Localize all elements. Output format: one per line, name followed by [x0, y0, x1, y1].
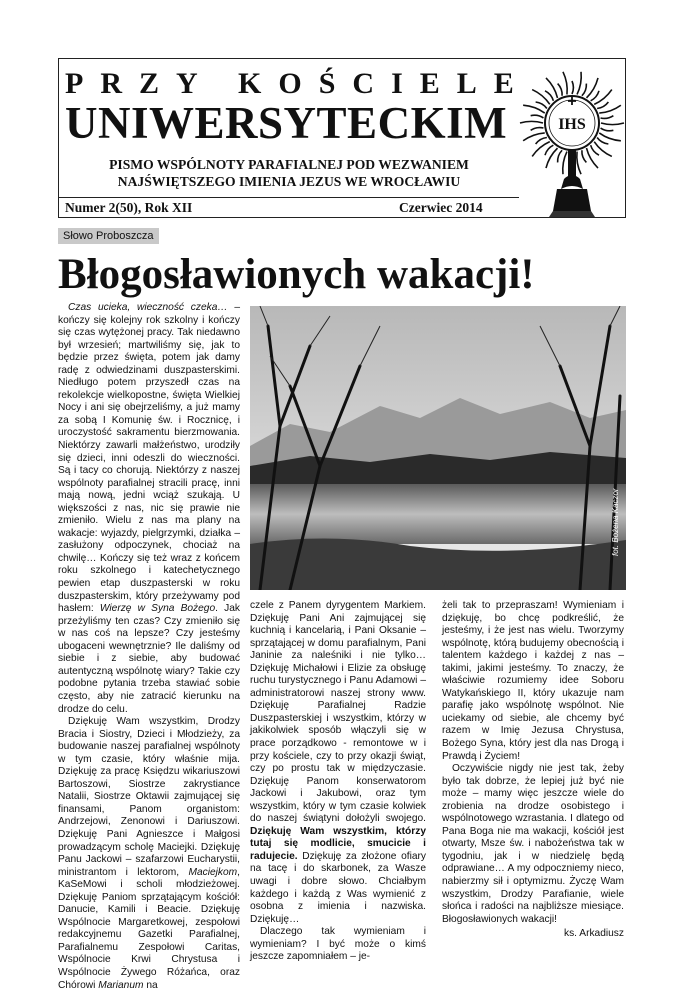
emblem-ray: [597, 138, 608, 145]
article-column-1: [58, 302, 240, 992]
paragraph-1: Czas ucieka, wieczność czeka… – kończy się kolejny rok szkolny i kończy się czas wytężonej pracy. Tak niedawno był wrzesień; martwiliśmy się, jak to będzie przez święta, potem jak damy radę z odwiedzinami duszpasterskimi. Niedługo potem przyszedł czas na rekolekcje wielkopostne, święta Wielkiej Nocy i ani się obejrzeliśmy, a już mamy za sobą I Komunię św. i Rocznicę, i uroczystość sakramentu bierzmowania. Niektórzy zawarli małżeństwo, urodziły się dzieci, inni odeszli do wieczności. Są i tacy co chorują. Niektórzy z naszej wspólnoty parafialnej stracili pracę, inni mają nową, jedni wciąż szukają. U większości z nas, nic się prawie nie zmieniło. Wielu z nas ma plany na wakacje: wyjazdy, pielgrzymki, działka – zasłużony odpoczynek, chociaż na chwilę… Kończy się też wraz z końcem roku szkolnego i katechetycznego pewien etap duszpasterski w roku duszpasterskim, który przeżywamy pod hasłem: Wierzę w Syna Bożego. Jak przeżyliśmy ten czas? Czy zmieniło się w nas coś na lepsze? Czy jesteśmy ubogaceni wewnętrznie? Ile daliśmy od siebie i z siebie, aby budować autentyczną wspólnotę wiary? Takie czy podobne pytania trzeba stawiać sobie często, aby nie zatracić kierunku na drodze do celu.: [58, 302, 241, 715]
emblem-ray: [536, 138, 547, 145]
emblem-ray: [587, 148, 599, 168]
emblem-ray: [594, 90, 612, 105]
emblem-ray: [520, 121, 543, 123]
photo-credit: fot. Bożena Kaczor: [611, 488, 620, 556]
emblem-ray: [577, 152, 581, 175]
paragraph-2: Dziękuję Wam wszystkim, Drodzy Bracia i Siostry, Dzieci i Młodzieży, za budowanie naszej parafialnej wspólnoty w tym czasie, który właśnie mija. Dziękuję za pracę Księdzu wikariuszowi Bartoszowi, Siostrze zakrystiance Natalii, Siostrze Oktawii zajmującej się finansami, Panom organistom: Andrzejowi, Zenonowi i Dariuszowi. Dziękuję Pani Agnieszce i Małgosi prowadzącym scholę Maciejki. Dziękuję Panu Jackowi – szafarzowi Eucharystii, ministrantom i lektorom, Maciejkom, KaSeMowi i scholi młodzieżowej. Dziękuję Paniom sprzątającym kościół: Danucie, Kamili i Beacie. Dziękuję Wspólnocie Margaretkowej, zespołowi redakcyjnemu Gazetki Parafialnej, Parafialnemu Zespołowi Caritas, Wspólnocie Krwi Chrystusa i Wspólnocie Żywego Różańca, oraz Chórowi Marianum na: [58, 716, 240, 991]
signature: ks. Arkadiusz: [563, 928, 624, 940]
masthead-subtitle-2: NAJŚWIĘTSZEGO IMIENIA JEZUS WE WROCŁAWIU: [117, 174, 461, 189]
masthead-line1: PRZY KOŚCIELE: [65, 67, 531, 100]
emblem-ray: [532, 142, 550, 157]
emblem-ray: [558, 84, 562, 96]
article-title: Błogosławionych wakacji!: [58, 251, 535, 298]
emblem-ray: [572, 81, 573, 94]
emblem-monogram: IHS: [558, 116, 586, 133]
emblem-ray: [563, 72, 567, 95]
emblem-ray: [531, 115, 544, 118]
emblem-ray: [523, 105, 545, 113]
emblem-ray: [601, 128, 614, 131]
paragraph-5: żeli tak to przepraszam! Wymieniam i dziękuję, bo chcę podkreślić, że jesteśmy, i że jest nas wielu. Tworzymy wspólnotę, którą budujemy obecnością i talentem każdego i każdej z nas – takimi, jakimi jesteśmy. To znaczy, że właściwie rozumiemy idee Soboru Watykańskiego II, który ukazuje nam parafię jako wspólnotę wspólnot. Nie uciekamy od siebie, ale chcemy być razem w Imię Jezusa Chrystusa, Bożego Syna, który jest dla nas Drogą i Prawdą i Życiem!: [442, 600, 624, 762]
emblem-ray: [546, 78, 558, 98]
paragraph-4: Dlaczego tak wymieniam i wymieniam? I być może o kimś jeszcze zapomniałem – je-: [250, 926, 426, 963]
emblem-ray: [558, 150, 562, 162]
ihs-sunburst-emblem-icon: [517, 61, 627, 217]
emblem-ray: [577, 72, 581, 95]
paragraph-3: czele z Panem dyrygentem Markiem. Dziękuję Pani Ani zajmującej się kuchnią i kancelarią, i Pani Oksanie – sprzątającej w domu parafialnym, Pani Janinie za naleśniki i nie tylko… Dziękuję Michałowi i Elizie za obsługę ruchu turystycznego i Panu Adamowi – administratorowi naszej strony www. Dziękuję Parafialnej Radzie Duszpasterskiej i wszystkim, którzy w jakikolwiek sposób włączyli się w prace porządkowo - remontowe w i przy kościele, czy to przy okazji świąt, czy po prostu tak w międzyczasie. Dziękuję Panom konserwatorom Jackowi i Jakubowi, oraz tym wszystkim, który w tym czasie kolwiek do naszej świątyni dołożyli swojego. Dziękuję Wam wszystkim, którzy tutaj się modlicie, smucicie i radujecie. Dziękuję za złożone ofiary na tacę i do skarbonek, za Wasze uwagi i dobre słowo. Chciałbym każdego i każdą z Was wymienić z osobna z imienia i nazwiska. Dziękuję…: [250, 600, 426, 925]
masthead: [58, 58, 626, 218]
article-column-3: [442, 600, 624, 941]
emblem-ray: [582, 150, 586, 162]
issue-number: Numer 2(50), Rok XII: [65, 200, 193, 215]
section-label: Słowo Proboszcza: [58, 228, 159, 244]
emblem-ray: [531, 128, 544, 131]
issue-date: Czerwiec 2014: [399, 200, 483, 215]
masthead-subtitle-1: PISMO WSPÓLNOTY PARAFIALNEJ POD WEZWANIEM: [109, 157, 469, 172]
emblem-ray: [601, 123, 624, 125]
issue-divider: [59, 197, 519, 198]
emblem-ray: [582, 84, 586, 96]
emblem-ray: [563, 152, 567, 175]
emblem-ray: [599, 133, 621, 141]
masthead-title: UNIWERSYTECKIM: [65, 98, 508, 148]
paragraph-6: Oczywiście nigdy nie jest tak, żeby było tak dobrze, że lepiej już być nie może – mamy więc jeszcze wiele do zrobienia na drodze osobistego i wspólnotowego wzrastania. I dlatego od Pana Boga nie ma wakacji, kościół jest otwarty, Msze św. i nabożeństwa tak w tygodniu, jak i w niedzielę będą odprawiane… A my odpoczniemy nieco, nabierzmy sił i optymizmu. Życzę Wam wszystkim, Drodzy Parafianie, wiele słońca i radości na najbliższe miesiące. Błogosławionych wakacji!: [442, 763, 624, 925]
article-column-2: [250, 600, 426, 964]
emblem-ray: [601, 116, 614, 119]
emblem-ray: [536, 102, 547, 109]
lake-mountain-photo: [250, 306, 626, 590]
emblem-ray: [597, 102, 608, 109]
